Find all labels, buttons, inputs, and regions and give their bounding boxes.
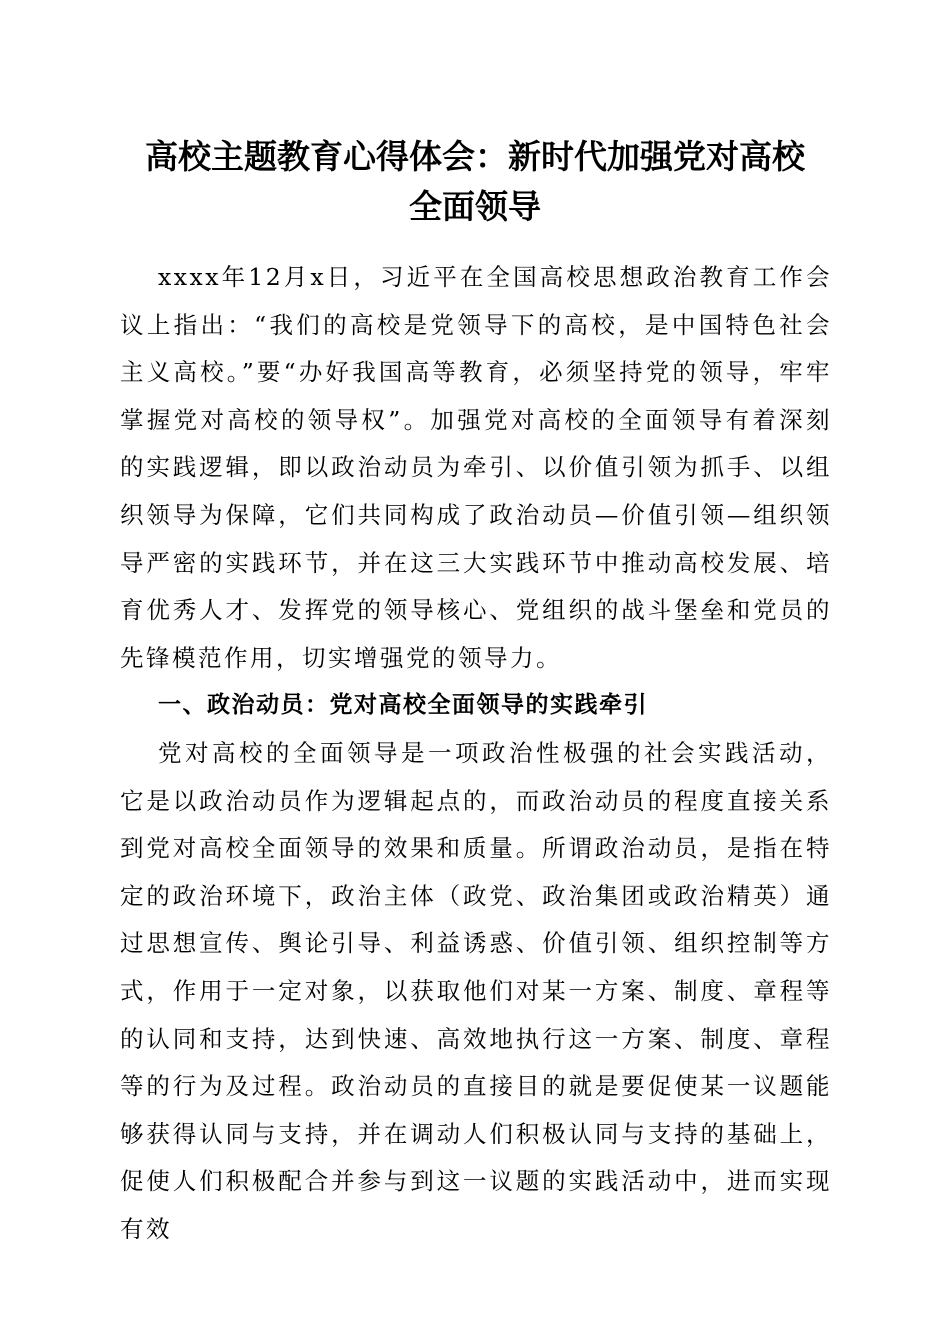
title-line-1: 高校主题教育心得体会：新时代加强党对高校 [145, 137, 805, 176]
intro-paragraph: xxxx年12月x日，习近平在全国高校思想政治教育工作会议上指出：“我们的高校是党领导下的高校，是中国特色社会主义高校。”要“办好我国高等教育，必须坚持党的领导，牢牢掌握党对高校的领导权”。加强党对高校的全面领导有着深刻的实践逻辑，即以政治动员为牵引、以价值引领为抓手、以组织领导为保障，它们共同构成了政治动员—价值引领—组织领导严密的实践环节，并在这三大实践环节中推动高校发展、培育优秀人才、发挥党的领导核心、党组织的战斗堡垒和党员的先锋模范作用，切实增强党的领导力。 [120, 263, 832, 672]
section-1-paragraph: 党对高校的全面领导是一项政治性极强的社会实践活动，它是以政治动员作为逻辑起点的，而政治动员的程度直接关系到党对高校全面领导的效果和质量。所谓政治动员，是指在特定的政治环境下，政治主体（政党、政治集团或政治精英）通过思想宣传、舆论引导、利益诱惑、价值引领、组织控制等方式，作用于一定对象，以获取他们对某一方案、制度、章程等的认同和支持，达到快速、高效地执行这一方案、制度、章程等的行为及过程。政治动员的直接目的就是要促使某一议题能够获得认同与支持，并在调动人们积极认同与支持的基础上，促使人们积极配合并参与到这一议题的实践活动中，进而实现有效 [120, 738, 832, 1243]
document-title [110, 132, 840, 232]
title-line-2: 全面领导 [409, 187, 541, 226]
section-heading-1: 一、政治动员：党对高校全面领导的实践牵引 [158, 692, 648, 719]
document-body [120, 254, 832, 1253]
